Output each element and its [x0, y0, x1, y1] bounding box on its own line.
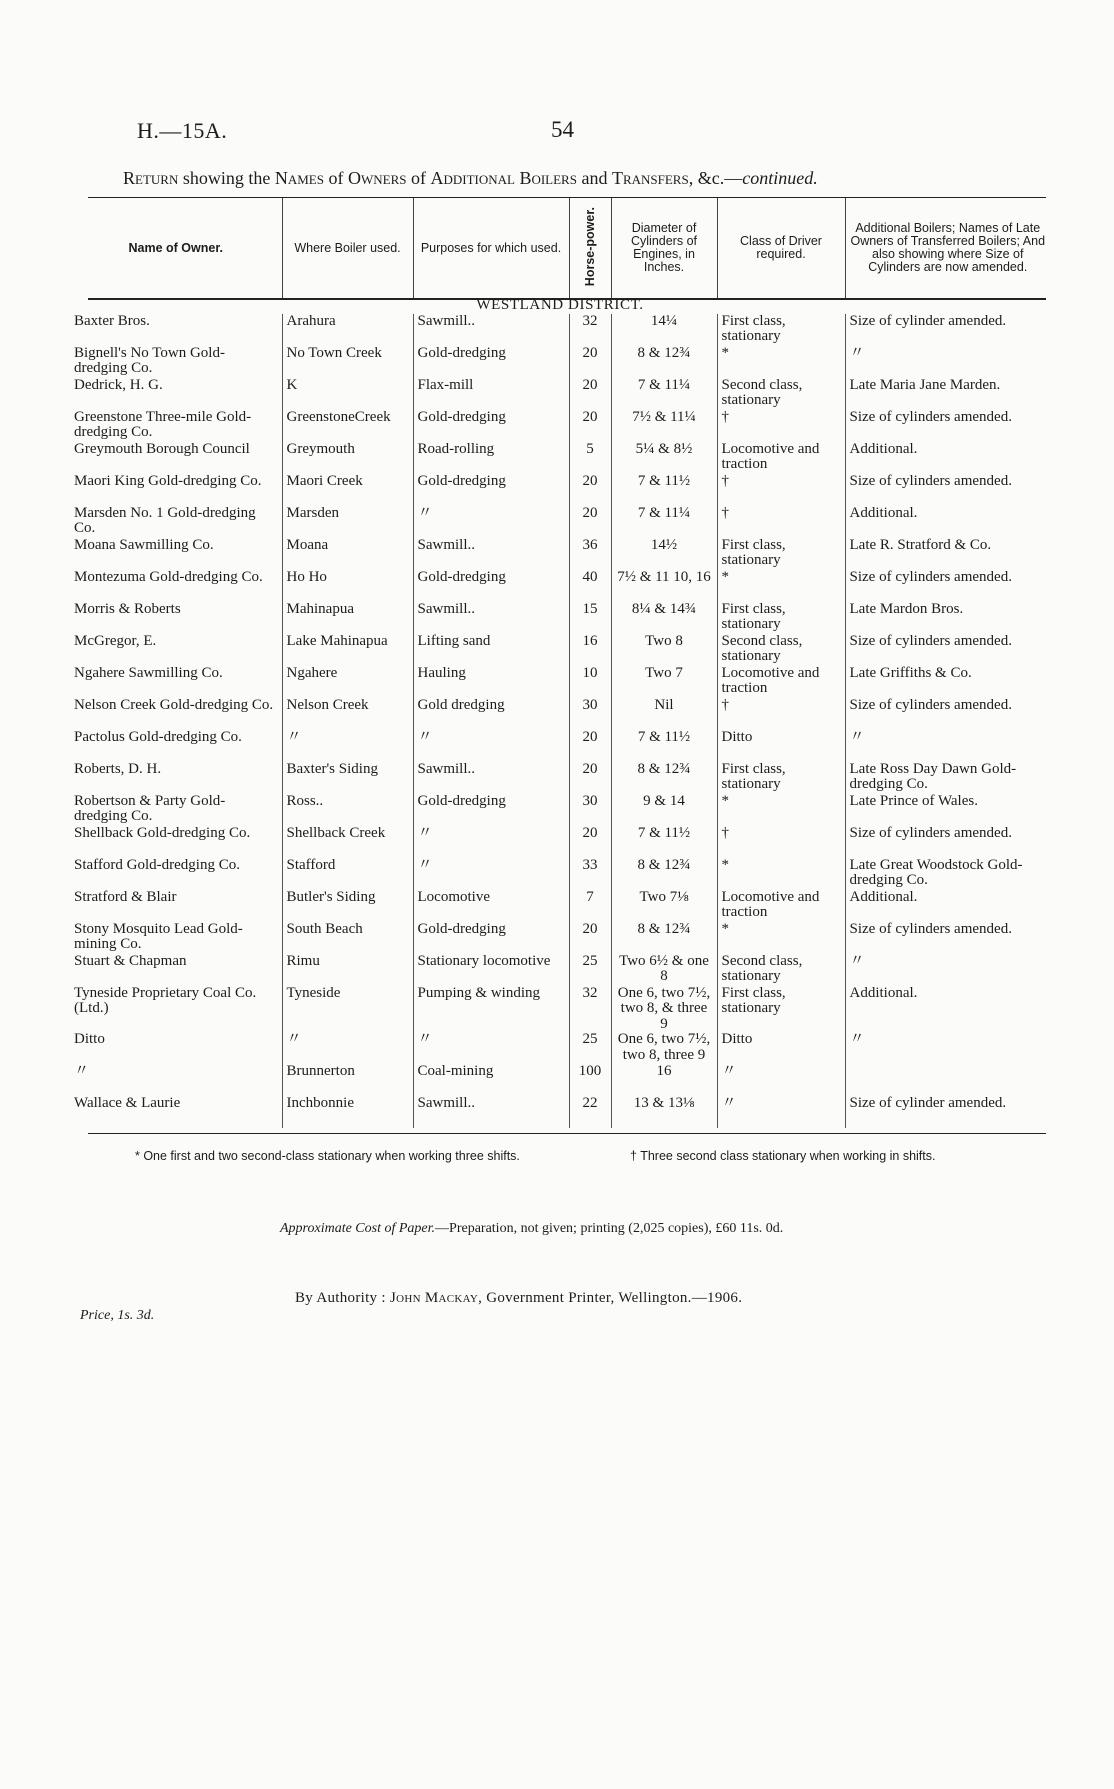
boiler-location: Brunnerton: [282, 1064, 413, 1096]
title-text: of: [323, 168, 348, 188]
table-row: [70, 1064, 1050, 1096]
remarks: Late Mardon Bros.: [845, 602, 1050, 634]
cylinder-diameter: 13 & 13⅛: [611, 1096, 717, 1128]
col-driver-class-header: Class of Driver required.: [717, 198, 845, 298]
boiler-purpose: Locomotive: [413, 890, 569, 922]
table-row: [70, 634, 1050, 666]
table-row: [70, 570, 1050, 602]
owner-name: Stratford & Blair: [74, 888, 177, 905]
cylinder-diameter: 8 & 12¾: [611, 922, 717, 954]
remarks: 〃: [845, 954, 1050, 986]
table-row: [70, 986, 1050, 1033]
horsepower: 20: [569, 506, 611, 538]
cylinder-diameter: 7 & 11½: [611, 730, 717, 762]
driver-class: *: [717, 858, 845, 890]
remarks: Size of cylinders amended.: [845, 634, 1050, 666]
cylinder-diameter: One 6, two 7½, two 8, three 9: [611, 1032, 717, 1064]
table-row: [70, 602, 1050, 634]
remarks: Late Great Woodstock Gold-dredging Co.: [845, 858, 1050, 890]
horsepower: 20: [569, 922, 611, 954]
remarks: Size of cylinders amended.: [845, 570, 1050, 602]
table-row: [70, 410, 1050, 442]
boiler-location: Stafford: [282, 858, 413, 890]
driver-class: Second class, stationary: [717, 378, 845, 410]
table-row: [70, 346, 1050, 378]
horsepower: 20: [569, 762, 611, 794]
driver-class: *: [717, 570, 845, 602]
boiler-purpose: 〃: [413, 826, 569, 858]
col-diameter-header: Diameter of Cylinders of Engines, in Inches.: [611, 198, 717, 298]
boiler-location: Lake Mahinapua: [282, 634, 413, 666]
owner-name: Morris & Roberts: [74, 600, 181, 617]
remarks: Additional.: [845, 986, 1050, 1033]
footnote-dagger: † Three second class stationary when working in shifts.: [630, 1149, 936, 1163]
horsepower: 32: [569, 314, 611, 346]
return-title: [123, 168, 1003, 189]
boiler-location: Nelson Creek: [282, 698, 413, 730]
boiler-location: Baxter's Siding: [282, 762, 413, 794]
footnote-star: * One first and two second-class stationary when working three shifts.: [135, 1149, 520, 1163]
table-row: [70, 890, 1050, 922]
cylinder-diameter: 7 & 11¼: [611, 506, 717, 538]
col-purpose-header: Purposes for which used.: [413, 198, 569, 298]
horsepower: 36: [569, 538, 611, 570]
cylinder-diameter: 16: [611, 1064, 717, 1096]
boiler-location: Butler's Siding: [282, 890, 413, 922]
cost-label: Approximate Cost of Paper.: [280, 1221, 436, 1236]
table-row: [70, 954, 1050, 986]
boiler-location: Inchbonnie: [282, 1096, 413, 1128]
horsepower: 22: [569, 1096, 611, 1128]
table-row: [70, 1096, 1050, 1128]
horsepower-header-label: Horse-power.: [582, 206, 597, 287]
boiler-location: Maori Creek: [282, 474, 413, 506]
boiler-purpose: Sawmill..: [413, 762, 569, 794]
boiler-location: 〃: [282, 730, 413, 762]
driver-class: First class, stationary: [717, 314, 845, 346]
table-row: [70, 666, 1050, 698]
cylinder-diameter: Two 6½ & one 8: [611, 954, 717, 986]
printer-imprint: [295, 1290, 742, 1307]
remarks: Late R. Stratford & Co.: [845, 538, 1050, 570]
driver-class: *: [717, 922, 845, 954]
cylinder-diameter: 8 & 12¾: [611, 858, 717, 890]
title-owners: Owners: [347, 168, 407, 188]
title-return: Return: [123, 168, 179, 188]
district-heading-row: [70, 298, 1050, 314]
horsepower: 100: [569, 1064, 611, 1096]
boiler-purpose: Gold-dredging: [413, 794, 569, 826]
boiler-purpose: Road-rolling: [413, 442, 569, 474]
title-text: , &c.—: [688, 168, 743, 188]
boiler-location: Rimu: [282, 954, 413, 986]
cylinder-diameter: One 6, two 7½, two 8, & three 9: [611, 986, 717, 1033]
boiler-location: Moana: [282, 538, 413, 570]
table-row: [70, 1032, 1050, 1064]
boiler-location: Tyneside: [282, 986, 413, 1033]
table-row: [70, 762, 1050, 794]
boiler-purpose: Gold-dredging: [413, 570, 569, 602]
driver-class: Locomotive and traction: [717, 890, 845, 922]
title-transfers: Transfers: [611, 168, 689, 188]
price: Price, 1s. 3d.: [80, 1308, 155, 1323]
title-text: showing the: [178, 168, 275, 188]
driver-class: †: [717, 698, 845, 730]
horsepower: 33: [569, 858, 611, 890]
remarks: Late Maria Jane Marden.: [845, 378, 1050, 410]
boiler-location: Marsden: [282, 506, 413, 538]
horsepower: 7: [569, 890, 611, 922]
owner-name: Maori King Gold-dredging Co.: [74, 472, 262, 489]
boiler-purpose: Gold-dredging: [413, 474, 569, 506]
boiler-purpose: 〃: [413, 858, 569, 890]
horsepower: 16: [569, 634, 611, 666]
table-row: [70, 730, 1050, 762]
horsepower: 25: [569, 954, 611, 986]
boiler-purpose: Gold-dredging: [413, 410, 569, 442]
horsepower: 20: [569, 410, 611, 442]
cylinder-diameter: 7 & 11½: [611, 826, 717, 858]
owner-name: Montezuma Gold-dredging Co.: [74, 568, 263, 585]
cylinder-diameter: 7½ & 11¼: [611, 410, 717, 442]
table-row: [70, 538, 1050, 570]
driver-class: First class, stationary: [717, 986, 845, 1033]
boiler-location: GreenstoneCreek: [282, 410, 413, 442]
horsepower: 5: [569, 442, 611, 474]
driver-class: †: [717, 410, 845, 442]
owner-name: Marsden No. 1 Gold-dredging Co.: [74, 504, 256, 536]
cylinder-diameter: 9 & 14: [611, 794, 717, 826]
table-row: [70, 314, 1050, 346]
owner-name: Greymouth Borough Council: [74, 440, 250, 457]
owner-name: Stony Mosquito Lead Gold-mining Co.: [74, 920, 243, 952]
boiler-purpose: Pumping & winding: [413, 986, 569, 1033]
horsepower: 20: [569, 474, 611, 506]
driver-class: First class, stationary: [717, 762, 845, 794]
cylinder-diameter: 8 & 12¾: [611, 762, 717, 794]
owner-name: Baxter Bros.: [74, 312, 150, 329]
driver-class: Second class, stationary: [717, 634, 845, 666]
owner-name: Dedrick, H. G.: [74, 376, 163, 393]
boiler-location: K: [282, 378, 413, 410]
table-row: [70, 506, 1050, 538]
cylinder-diameter: 7½ & 11 10, 16: [611, 570, 717, 602]
driver-class: †: [717, 474, 845, 506]
remarks: Size of cylinders amended.: [845, 474, 1050, 506]
boiler-purpose: Sawmill..: [413, 538, 569, 570]
col-place-header: Where Boiler used.: [282, 198, 413, 298]
cylinder-diameter: 14½: [611, 538, 717, 570]
cylinder-diameter: Two 8: [611, 634, 717, 666]
boiler-purpose: 〃: [413, 1032, 569, 1064]
driver-class: First class, stationary: [717, 538, 845, 570]
cylinder-diameter: 7 & 11½: [611, 474, 717, 506]
owner-name: Stuart & Chapman: [74, 952, 187, 969]
table-row: [70, 474, 1050, 506]
table-bottom-rule: [88, 1133, 1046, 1134]
page-reference: H.—15A.: [137, 118, 228, 143]
boiler-location: Shellback Creek: [282, 826, 413, 858]
driver-class: Ditto: [717, 1032, 845, 1064]
table-body: [70, 298, 1050, 1128]
owner-name: Nelson Creek Gold-dredging Co.: [74, 696, 274, 713]
owner-name: Bignell's No Town Gold-dredging Co.: [74, 344, 225, 376]
remarks: 〃: [845, 730, 1050, 762]
col-owner-header: Name of Owner.: [128, 240, 223, 255]
boiler-purpose: Stationary locomotive: [413, 954, 569, 986]
cost-text: —Preparation, not given; printing (2,025 copies), £60 11s. 0d.: [435, 1221, 784, 1236]
owner-name: Wallace & Laurie: [74, 1095, 181, 1111]
boiler-location: Greymouth: [282, 442, 413, 474]
owner-name: Moana Sawmilling Co.: [74, 536, 214, 553]
boiler-location: 〃: [282, 1032, 413, 1064]
boiler-purpose: Lifting sand: [413, 634, 569, 666]
driver-class: †: [717, 506, 845, 538]
remarks: Size of cylinders amended.: [845, 410, 1050, 442]
horsepower: 20: [569, 346, 611, 378]
horsepower: 32: [569, 986, 611, 1033]
title-text: and: [576, 168, 612, 188]
boiler-purpose: Hauling: [413, 666, 569, 698]
driver-class: Locomotive and traction: [717, 442, 845, 474]
boiler-purpose: Flax-mill: [413, 378, 569, 410]
owner-name: Ditto: [74, 1031, 105, 1047]
boiler-location: Arahura: [282, 314, 413, 346]
boiler-location: Mahinapua: [282, 602, 413, 634]
horsepower: 30: [569, 698, 611, 730]
cylinder-diameter: 8 & 12¾: [611, 346, 717, 378]
remarks: 〃: [845, 346, 1050, 378]
boiler-purpose: Gold dredging: [413, 698, 569, 730]
printer-name: John Mackay: [389, 1290, 479, 1306]
driver-class: 〃: [717, 1064, 845, 1096]
remarks: Size of cylinders amended.: [845, 922, 1050, 954]
driver-class: *: [717, 346, 845, 378]
owner-name: McGregor, E.: [74, 632, 157, 649]
horsepower: 20: [569, 826, 611, 858]
driver-class: *: [717, 794, 845, 826]
horsepower: 20: [569, 378, 611, 410]
table-row: [70, 858, 1050, 890]
horsepower: 40: [569, 570, 611, 602]
owner-name: Greenstone Three-mile Gold-dredging Co.: [74, 408, 252, 440]
table-row: [70, 922, 1050, 954]
remarks: 〃: [845, 1032, 1050, 1064]
printer-prefix: By Authority :: [295, 1290, 390, 1306]
remarks: Size of cylinders amended.: [845, 826, 1050, 858]
table-row: [70, 794, 1050, 826]
cylinder-diameter: 8¼ & 14¾: [611, 602, 717, 634]
driver-class: Second class, stationary: [717, 954, 845, 986]
district-heading: WESTLAND DISTRICT.: [476, 297, 644, 313]
horsepower: 30: [569, 794, 611, 826]
cylinder-diameter: 7 & 11¼: [611, 378, 717, 410]
driver-class: †: [717, 826, 845, 858]
title-names: Names: [274, 168, 324, 188]
boiler-purpose: Coal-mining: [413, 1064, 569, 1096]
driver-class: 〃: [717, 1096, 845, 1128]
remarks: [845, 1064, 1050, 1096]
owner-name: 〃: [74, 1063, 90, 1079]
boiler-purpose: Sawmill..: [413, 314, 569, 346]
owner-name: Tyneside Proprietary Coal Co. (Ltd.): [74, 984, 257, 1016]
boiler-purpose: Gold-dredging: [413, 346, 569, 378]
col-notes-header: Additional Boilers; Names of Late Owners of Transferred Boilers; And also showing where Size of Cylinders are now amended.: [845, 198, 1050, 298]
driver-class: Locomotive and traction: [717, 666, 845, 698]
boiler-purpose: Gold-dredging: [413, 922, 569, 954]
boilers-return-table: [70, 198, 1050, 1128]
printer-suffix: , Government Printer, Wellington.—1906.: [478, 1290, 743, 1306]
table-row: [70, 698, 1050, 730]
col-horsepower-header: [569, 198, 611, 298]
boiler-location: Ho Ho: [282, 570, 413, 602]
owner-name: Robertson & Party Gold-dredging Co.: [74, 792, 226, 824]
table-row: [70, 442, 1050, 474]
remarks: Late Prince of Wales.: [845, 794, 1050, 826]
remarks: Late Griffiths & Co.: [845, 666, 1050, 698]
table-header-row: [70, 198, 1050, 298]
boiler-purpose: 〃: [413, 730, 569, 762]
boiler-purpose: Sawmill..: [413, 602, 569, 634]
owner-name: Stafford Gold-dredging Co.: [74, 856, 240, 873]
driver-class: Ditto: [717, 730, 845, 762]
horsepower: 15: [569, 602, 611, 634]
remarks: Additional.: [845, 442, 1050, 474]
boiler-purpose: Sawmill..: [413, 1096, 569, 1128]
title-boilers: Additional Boilers: [430, 168, 577, 188]
owner-name: Roberts, D. H.: [74, 760, 162, 777]
boiler-location: Ngahere: [282, 666, 413, 698]
owner-name: Shellback Gold-dredging Co.: [74, 824, 251, 841]
horsepower: 20: [569, 730, 611, 762]
cylinder-diameter: Nil: [611, 698, 717, 730]
cost-of-paper: [280, 1221, 783, 1237]
cylinder-diameter: 14¼: [611, 314, 717, 346]
horsepower: 25: [569, 1032, 611, 1064]
remarks: Size of cylinder amended.: [845, 314, 1050, 346]
table-row: [70, 378, 1050, 410]
boiler-purpose: 〃: [413, 506, 569, 538]
remarks: Size of cylinders amended.: [845, 698, 1050, 730]
owner-name: Pactolus Gold-dredging Co.: [74, 728, 242, 745]
cylinder-diameter: 5¼ & 8½: [611, 442, 717, 474]
page-number: 54: [551, 117, 574, 142]
remarks: Size of cylinder amended.: [845, 1096, 1050, 1128]
table-row: [70, 826, 1050, 858]
owner-name: Ngahere Sawmilling Co.: [74, 664, 223, 681]
remarks: Late Ross Day Dawn Gold-dredging Co.: [845, 762, 1050, 794]
boiler-location: Ross..: [282, 794, 413, 826]
title-continued: continued.: [742, 168, 818, 188]
boiler-location: South Beach: [282, 922, 413, 954]
boiler-location: No Town Creek: [282, 346, 413, 378]
remarks: Additional.: [845, 506, 1050, 538]
driver-class: First class, stationary: [717, 602, 845, 634]
horsepower: 10: [569, 666, 611, 698]
title-text: of: [406, 168, 431, 188]
cylinder-diameter: Two 7: [611, 666, 717, 698]
cylinder-diameter: Two 7⅛: [611, 890, 717, 922]
remarks: Additional.: [845, 890, 1050, 922]
